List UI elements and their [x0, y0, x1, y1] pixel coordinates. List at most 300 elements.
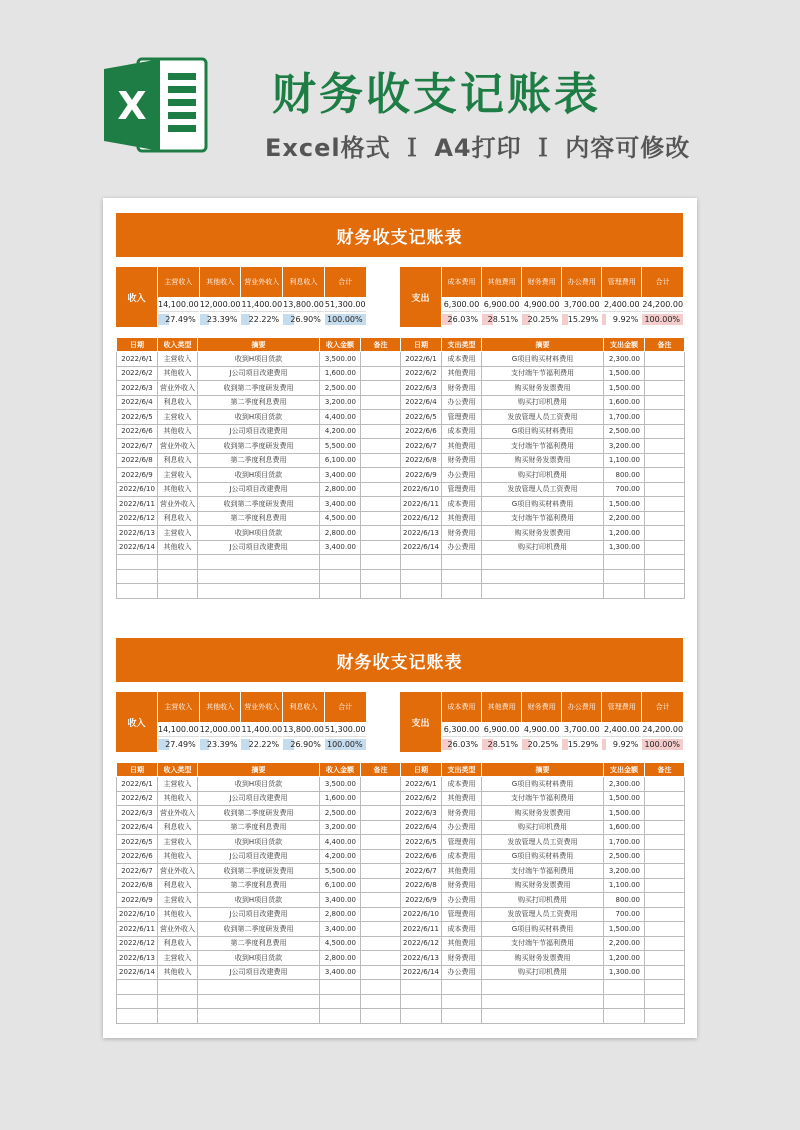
- income-cell[interactable]: [361, 791, 401, 806]
- income-cell[interactable]: [361, 540, 401, 555]
- income-cell[interactable]: [158, 584, 198, 599]
- expense-cell[interactable]: [442, 569, 482, 584]
- income-cell[interactable]: [198, 994, 320, 1009]
- summary-percent[interactable]: [562, 737, 601, 752]
- expense-cell[interactable]: 成本费用: [442, 424, 482, 439]
- income-cell[interactable]: [320, 555, 361, 570]
- income-cell[interactable]: 第二季度利息费用: [198, 878, 320, 893]
- income-cell[interactable]: [361, 864, 401, 879]
- summary-value[interactable]: 13,800.00: [283, 297, 324, 312]
- summary-percent[interactable]: [642, 737, 683, 752]
- income-cell[interactable]: [361, 1009, 401, 1024]
- expense-cell[interactable]: [645, 540, 685, 555]
- income-cell[interactable]: [361, 820, 401, 835]
- income-cell[interactable]: 2022/6/3: [117, 381, 158, 396]
- expense-cell[interactable]: [645, 835, 685, 850]
- expense-cell[interactable]: 2,500.00: [604, 424, 645, 439]
- income-cell[interactable]: 其他收入: [158, 849, 198, 864]
- income-cell[interactable]: 其他收入: [158, 366, 198, 381]
- income-cell[interactable]: 2022/6/8: [117, 453, 158, 468]
- expense-cell[interactable]: 支付端午节福利费用: [482, 439, 604, 454]
- income-cell[interactable]: [361, 526, 401, 541]
- summary-percent[interactable]: [200, 737, 241, 752]
- expense-cell[interactable]: [645, 951, 685, 966]
- expense-cell[interactable]: [645, 820, 685, 835]
- income-cell[interactable]: 2022/6/12: [117, 936, 158, 951]
- expense-cell[interactable]: 管理费用: [442, 907, 482, 922]
- expense-cell[interactable]: 财务费用: [442, 951, 482, 966]
- income-cell[interactable]: 4,200.00: [320, 424, 361, 439]
- expense-cell[interactable]: 发放管理人员工资费用: [482, 482, 604, 497]
- expense-cell[interactable]: 2022/6/6: [401, 424, 442, 439]
- income-cell[interactable]: [361, 497, 401, 512]
- expense-cell[interactable]: 2022/6/7: [401, 864, 442, 879]
- income-cell[interactable]: 2022/6/5: [117, 410, 158, 425]
- income-cell[interactable]: [361, 395, 401, 410]
- income-cell[interactable]: 利息收入: [158, 511, 198, 526]
- income-cell[interactable]: 3,400.00: [320, 497, 361, 512]
- income-cell[interactable]: [158, 569, 198, 584]
- income-cell[interactable]: [361, 951, 401, 966]
- expense-cell[interactable]: [401, 980, 442, 995]
- income-cell[interactable]: 收到H项目货款: [198, 468, 320, 483]
- income-cell[interactable]: [361, 777, 401, 792]
- income-cell[interactable]: 营业外收入: [158, 864, 198, 879]
- summary-value[interactable]: 24,200.00: [642, 297, 683, 312]
- expense-cell[interactable]: 2022/6/1: [401, 777, 442, 792]
- income-cell[interactable]: 2022/6/9: [117, 468, 158, 483]
- income-cell[interactable]: 收到第二季度研发费用: [198, 864, 320, 879]
- income-cell[interactable]: 收到H项目货款: [198, 835, 320, 850]
- summary-percent[interactable]: [562, 312, 601, 327]
- summary-percent[interactable]: [642, 312, 683, 327]
- summary-value[interactable]: 2,400.00: [602, 722, 641, 737]
- expense-cell[interactable]: [645, 424, 685, 439]
- expense-cell[interactable]: 1,600.00: [604, 820, 645, 835]
- expense-cell[interactable]: 2022/6/7: [401, 439, 442, 454]
- income-cell[interactable]: 收到H项目货款: [198, 951, 320, 966]
- income-cell[interactable]: 第二季度利息费用: [198, 395, 320, 410]
- income-cell[interactable]: [361, 482, 401, 497]
- income-cell[interactable]: [361, 453, 401, 468]
- income-cell[interactable]: 4,500.00: [320, 511, 361, 526]
- income-cell[interactable]: [320, 584, 361, 599]
- expense-cell[interactable]: 2022/6/3: [401, 806, 442, 821]
- summary-value[interactable]: 12,000.00: [200, 297, 241, 312]
- expense-cell[interactable]: 2022/6/10: [401, 482, 442, 497]
- expense-cell[interactable]: 2022/6/11: [401, 497, 442, 512]
- income-cell[interactable]: 2022/6/6: [117, 424, 158, 439]
- summary-value[interactable]: 51,300.00: [325, 297, 366, 312]
- income-cell[interactable]: [361, 381, 401, 396]
- income-cell[interactable]: J公司项目改建费用: [198, 907, 320, 922]
- income-cell[interactable]: 利息收入: [158, 936, 198, 951]
- income-cell[interactable]: 3,400.00: [320, 893, 361, 908]
- income-cell[interactable]: 2022/6/2: [117, 791, 158, 806]
- income-cell[interactable]: 2022/6/6: [117, 849, 158, 864]
- income-cell[interactable]: [361, 511, 401, 526]
- expense-cell[interactable]: 管理费用: [442, 482, 482, 497]
- income-cell[interactable]: J公司项目改建费用: [198, 540, 320, 555]
- expense-cell[interactable]: 700.00: [604, 907, 645, 922]
- expense-cell[interactable]: 支付端午节福利费用: [482, 936, 604, 951]
- income-cell[interactable]: 4,500.00: [320, 936, 361, 951]
- summary-value[interactable]: 6,300.00: [442, 297, 481, 312]
- expense-cell[interactable]: 其他费用: [442, 366, 482, 381]
- expense-cell[interactable]: [645, 893, 685, 908]
- income-cell[interactable]: [198, 555, 320, 570]
- expense-cell[interactable]: [645, 791, 685, 806]
- income-cell[interactable]: 第二季度利息费用: [198, 820, 320, 835]
- expense-cell[interactable]: 700.00: [604, 482, 645, 497]
- expense-cell[interactable]: 2022/6/5: [401, 410, 442, 425]
- expense-cell[interactable]: 财务费用: [442, 806, 482, 821]
- income-cell[interactable]: [320, 569, 361, 584]
- expense-cell[interactable]: 3,200.00: [604, 439, 645, 454]
- expense-cell[interactable]: 支付端午节福利费用: [482, 791, 604, 806]
- expense-cell[interactable]: [442, 555, 482, 570]
- income-cell[interactable]: [361, 907, 401, 922]
- income-cell[interactable]: 主营收入: [158, 777, 198, 792]
- expense-cell[interactable]: [442, 980, 482, 995]
- expense-cell[interactable]: [401, 569, 442, 584]
- income-cell[interactable]: 5,500.00: [320, 864, 361, 879]
- income-cell[interactable]: [361, 555, 401, 570]
- income-cell[interactable]: 6,100.00: [320, 878, 361, 893]
- summary-percent[interactable]: [522, 737, 561, 752]
- expense-cell[interactable]: 2022/6/10: [401, 907, 442, 922]
- expense-cell[interactable]: [645, 410, 685, 425]
- income-cell[interactable]: [158, 994, 198, 1009]
- expense-cell[interactable]: 1,500.00: [604, 922, 645, 937]
- summary-percent[interactable]: [325, 312, 366, 327]
- income-cell[interactable]: 2022/6/13: [117, 526, 158, 541]
- expense-cell[interactable]: 1,200.00: [604, 526, 645, 541]
- summary-percent[interactable]: [158, 737, 199, 752]
- expense-cell[interactable]: 办公费用: [442, 965, 482, 980]
- expense-cell[interactable]: 成本费用: [442, 849, 482, 864]
- income-cell[interactable]: 营业外收入: [158, 806, 198, 821]
- income-cell[interactable]: 3,400.00: [320, 468, 361, 483]
- expense-cell[interactable]: 1,600.00: [604, 395, 645, 410]
- expense-cell[interactable]: [604, 555, 645, 570]
- income-cell[interactable]: 其他收入: [158, 540, 198, 555]
- income-cell[interactable]: 2022/6/7: [117, 864, 158, 879]
- expense-cell[interactable]: [645, 994, 685, 1009]
- summary-value[interactable]: 3,700.00: [562, 297, 601, 312]
- summary-value[interactable]: 12,000.00: [200, 722, 241, 737]
- income-cell[interactable]: 利息收入: [158, 395, 198, 410]
- income-cell[interactable]: 2022/6/1: [117, 352, 158, 367]
- income-cell[interactable]: [361, 806, 401, 821]
- expense-cell[interactable]: [442, 1009, 482, 1024]
- expense-cell[interactable]: [482, 994, 604, 1009]
- expense-cell[interactable]: [401, 994, 442, 1009]
- expense-cell[interactable]: 2022/6/12: [401, 936, 442, 951]
- expense-cell[interactable]: [645, 777, 685, 792]
- income-cell[interactable]: 收到H项目货款: [198, 526, 320, 541]
- income-cell[interactable]: [361, 410, 401, 425]
- income-cell[interactable]: [361, 965, 401, 980]
- expense-cell[interactable]: 1,500.00: [604, 791, 645, 806]
- income-cell[interactable]: 3,500.00: [320, 352, 361, 367]
- income-cell[interactable]: 收到H项目货款: [198, 893, 320, 908]
- income-cell[interactable]: 2022/6/9: [117, 893, 158, 908]
- expense-cell[interactable]: [442, 584, 482, 599]
- expense-cell[interactable]: 财务费用: [442, 878, 482, 893]
- expense-cell[interactable]: 购买打印机费用: [482, 540, 604, 555]
- expense-cell[interactable]: 2,200.00: [604, 936, 645, 951]
- income-cell[interactable]: [117, 569, 158, 584]
- expense-cell[interactable]: 2,300.00: [604, 352, 645, 367]
- expense-cell[interactable]: 购买财务发票费用: [482, 951, 604, 966]
- expense-cell[interactable]: 2022/6/9: [401, 468, 442, 483]
- expense-cell[interactable]: 管理费用: [442, 835, 482, 850]
- expense-cell[interactable]: 800.00: [604, 893, 645, 908]
- summary-value[interactable]: 4,900.00: [522, 722, 561, 737]
- expense-cell[interactable]: 2022/6/13: [401, 951, 442, 966]
- income-cell[interactable]: 2,800.00: [320, 951, 361, 966]
- expense-cell[interactable]: [401, 555, 442, 570]
- expense-cell[interactable]: 购买打印机费用: [482, 893, 604, 908]
- expense-cell[interactable]: [645, 864, 685, 879]
- income-cell[interactable]: 2022/6/1: [117, 777, 158, 792]
- income-cell[interactable]: 收到第二季度研发费用: [198, 806, 320, 821]
- summary-value[interactable]: 3,700.00: [562, 722, 601, 737]
- expense-cell[interactable]: 2,500.00: [604, 849, 645, 864]
- expense-cell[interactable]: [645, 806, 685, 821]
- expense-cell[interactable]: 2022/6/11: [401, 922, 442, 937]
- expense-cell[interactable]: [645, 511, 685, 526]
- expense-cell[interactable]: 1,200.00: [604, 951, 645, 966]
- summary-percent[interactable]: [442, 312, 481, 327]
- summary-value[interactable]: 14,100.00: [158, 722, 199, 737]
- income-cell[interactable]: 收到第二季度研发费用: [198, 497, 320, 512]
- expense-cell[interactable]: [482, 569, 604, 584]
- income-cell[interactable]: 2,800.00: [320, 907, 361, 922]
- income-cell[interactable]: 收到H项目货款: [198, 777, 320, 792]
- income-cell[interactable]: 6,100.00: [320, 453, 361, 468]
- income-cell[interactable]: 2,800.00: [320, 482, 361, 497]
- expense-cell[interactable]: [482, 980, 604, 995]
- expense-cell[interactable]: 办公费用: [442, 820, 482, 835]
- expense-cell[interactable]: [645, 482, 685, 497]
- income-cell[interactable]: 营业外收入: [158, 922, 198, 937]
- income-cell[interactable]: [361, 980, 401, 995]
- expense-cell[interactable]: 成本费用: [442, 777, 482, 792]
- income-cell[interactable]: 收到第二季度研发费用: [198, 922, 320, 937]
- income-cell[interactable]: [361, 936, 401, 951]
- expense-cell[interactable]: [645, 878, 685, 893]
- income-cell[interactable]: [117, 1009, 158, 1024]
- expense-cell[interactable]: 2022/6/5: [401, 835, 442, 850]
- income-cell[interactable]: [361, 994, 401, 1009]
- expense-cell[interactable]: 1,500.00: [604, 366, 645, 381]
- income-cell[interactable]: 2,500.00: [320, 381, 361, 396]
- expense-cell[interactable]: 2022/6/6: [401, 849, 442, 864]
- expense-cell[interactable]: [645, 468, 685, 483]
- expense-cell[interactable]: 2022/6/2: [401, 791, 442, 806]
- income-cell[interactable]: 2022/6/2: [117, 366, 158, 381]
- income-cell[interactable]: [198, 569, 320, 584]
- income-cell[interactable]: 其他收入: [158, 482, 198, 497]
- expense-cell[interactable]: 2022/6/3: [401, 381, 442, 396]
- income-cell[interactable]: 主营收入: [158, 835, 198, 850]
- income-cell[interactable]: [320, 980, 361, 995]
- expense-cell[interactable]: G项目购买材料费用: [482, 352, 604, 367]
- expense-cell[interactable]: 2022/6/2: [401, 366, 442, 381]
- income-cell[interactable]: 主营收入: [158, 352, 198, 367]
- income-cell[interactable]: 第二季度利息费用: [198, 936, 320, 951]
- income-cell[interactable]: 2022/6/10: [117, 482, 158, 497]
- expense-cell[interactable]: [645, 922, 685, 937]
- income-cell[interactable]: 第二季度利息费用: [198, 453, 320, 468]
- summary-percent[interactable]: [283, 737, 324, 752]
- expense-cell[interactable]: [401, 1009, 442, 1024]
- expense-cell[interactable]: G项目购买材料费用: [482, 497, 604, 512]
- expense-cell[interactable]: 2022/6/9: [401, 893, 442, 908]
- summary-percent[interactable]: [241, 737, 282, 752]
- expense-cell[interactable]: 2022/6/4: [401, 820, 442, 835]
- expense-cell[interactable]: [645, 849, 685, 864]
- expense-cell[interactable]: 管理费用: [442, 410, 482, 425]
- income-cell[interactable]: [361, 584, 401, 599]
- expense-cell[interactable]: 2022/6/4: [401, 395, 442, 410]
- income-cell[interactable]: J公司项目改建费用: [198, 424, 320, 439]
- income-cell[interactable]: 2022/6/11: [117, 497, 158, 512]
- expense-cell[interactable]: 其他费用: [442, 511, 482, 526]
- summary-value[interactable]: 6,900.00: [482, 297, 521, 312]
- expense-cell[interactable]: 1,300.00: [604, 965, 645, 980]
- expense-cell[interactable]: [645, 439, 685, 454]
- income-cell[interactable]: [198, 584, 320, 599]
- expense-cell[interactable]: [645, 965, 685, 980]
- income-cell[interactable]: 2022/6/3: [117, 806, 158, 821]
- expense-cell[interactable]: 财务费用: [442, 453, 482, 468]
- income-cell[interactable]: J公司项目改建费用: [198, 791, 320, 806]
- income-cell[interactable]: 其他收入: [158, 424, 198, 439]
- income-cell[interactable]: [320, 1009, 361, 1024]
- expense-cell[interactable]: 发放管理人员工资费用: [482, 835, 604, 850]
- income-cell[interactable]: 收到第二季度研发费用: [198, 439, 320, 454]
- income-cell[interactable]: 主营收入: [158, 410, 198, 425]
- income-cell[interactable]: 2022/6/10: [117, 907, 158, 922]
- expense-cell[interactable]: 2022/6/13: [401, 526, 442, 541]
- expense-cell[interactable]: G项目购买材料费用: [482, 777, 604, 792]
- income-cell[interactable]: 1,600.00: [320, 791, 361, 806]
- income-cell[interactable]: 2022/6/14: [117, 965, 158, 980]
- expense-cell[interactable]: 支付端午节福利费用: [482, 366, 604, 381]
- expense-cell[interactable]: 办公费用: [442, 395, 482, 410]
- expense-cell[interactable]: 办公费用: [442, 468, 482, 483]
- income-cell[interactable]: 利息收入: [158, 453, 198, 468]
- income-cell[interactable]: J公司项目改建费用: [198, 366, 320, 381]
- expense-cell[interactable]: [482, 584, 604, 599]
- summary-percent[interactable]: [482, 737, 521, 752]
- income-cell[interactable]: 2022/6/8: [117, 878, 158, 893]
- income-cell[interactable]: 利息收入: [158, 878, 198, 893]
- income-cell[interactable]: [158, 980, 198, 995]
- expense-cell[interactable]: 2022/6/8: [401, 878, 442, 893]
- expense-cell[interactable]: 购买打印机费用: [482, 820, 604, 835]
- expense-cell[interactable]: G项目购买材料费用: [482, 849, 604, 864]
- summary-percent[interactable]: [158, 312, 199, 327]
- income-cell[interactable]: 3,200.00: [320, 395, 361, 410]
- expense-cell[interactable]: 财务费用: [442, 381, 482, 396]
- income-cell[interactable]: 3,400.00: [320, 922, 361, 937]
- expense-cell[interactable]: 办公费用: [442, 540, 482, 555]
- expense-cell[interactable]: 办公费用: [442, 893, 482, 908]
- expense-cell[interactable]: 购买财务发票费用: [482, 453, 604, 468]
- expense-cell[interactable]: 2022/6/12: [401, 511, 442, 526]
- summary-value[interactable]: 11,400.00: [241, 297, 282, 312]
- expense-cell[interactable]: 1,500.00: [604, 381, 645, 396]
- expense-cell[interactable]: [645, 381, 685, 396]
- expense-cell[interactable]: [604, 569, 645, 584]
- summary-value[interactable]: 6,900.00: [482, 722, 521, 737]
- expense-cell[interactable]: 1,500.00: [604, 806, 645, 821]
- summary-percent[interactable]: [283, 312, 324, 327]
- summary-percent[interactable]: [200, 312, 241, 327]
- summary-value[interactable]: 24,200.00: [642, 722, 683, 737]
- income-cell[interactable]: 3,200.00: [320, 820, 361, 835]
- expense-cell[interactable]: 1,100.00: [604, 453, 645, 468]
- expense-cell[interactable]: 财务费用: [442, 526, 482, 541]
- income-cell[interactable]: 营业外收入: [158, 497, 198, 512]
- expense-cell[interactable]: [482, 1009, 604, 1024]
- summary-value[interactable]: 2,400.00: [602, 297, 641, 312]
- expense-cell[interactable]: 2022/6/1: [401, 352, 442, 367]
- expense-cell[interactable]: [645, 526, 685, 541]
- income-cell[interactable]: 2022/6/12: [117, 511, 158, 526]
- expense-cell[interactable]: [645, 366, 685, 381]
- income-cell[interactable]: 主营收入: [158, 951, 198, 966]
- summary-percent[interactable]: [602, 312, 641, 327]
- expense-cell[interactable]: 购买财务发票费用: [482, 878, 604, 893]
- expense-cell[interactable]: [645, 980, 685, 995]
- income-cell[interactable]: 3,500.00: [320, 777, 361, 792]
- income-cell[interactable]: [361, 922, 401, 937]
- summary-value[interactable]: 11,400.00: [241, 722, 282, 737]
- income-cell[interactable]: [361, 424, 401, 439]
- income-cell[interactable]: [361, 893, 401, 908]
- expense-cell[interactable]: [645, 1009, 685, 1024]
- income-cell[interactable]: 营业外收入: [158, 381, 198, 396]
- expense-cell[interactable]: 800.00: [604, 468, 645, 483]
- income-cell[interactable]: [361, 835, 401, 850]
- summary-percent[interactable]: [325, 737, 366, 752]
- summary-value[interactable]: 4,900.00: [522, 297, 561, 312]
- income-cell[interactable]: 收到H项目货款: [198, 410, 320, 425]
- income-cell[interactable]: [361, 468, 401, 483]
- expense-cell[interactable]: 购买打印机费用: [482, 468, 604, 483]
- expense-cell[interactable]: [645, 569, 685, 584]
- expense-cell[interactable]: 1,500.00: [604, 497, 645, 512]
- expense-cell[interactable]: 2022/6/14: [401, 540, 442, 555]
- summary-value[interactable]: 6,300.00: [442, 722, 481, 737]
- income-cell[interactable]: [117, 994, 158, 1009]
- income-cell[interactable]: 其他收入: [158, 907, 198, 922]
- summary-value[interactable]: 13,800.00: [283, 722, 324, 737]
- income-cell[interactable]: 4,200.00: [320, 849, 361, 864]
- expense-cell[interactable]: [604, 584, 645, 599]
- expense-cell[interactable]: [645, 936, 685, 951]
- expense-cell[interactable]: 1,700.00: [604, 410, 645, 425]
- expense-cell[interactable]: 购买财务发票费用: [482, 381, 604, 396]
- expense-cell[interactable]: 购买财务发票费用: [482, 526, 604, 541]
- expense-cell[interactable]: 支付端午节福利费用: [482, 864, 604, 879]
- income-cell[interactable]: 2022/6/14: [117, 540, 158, 555]
